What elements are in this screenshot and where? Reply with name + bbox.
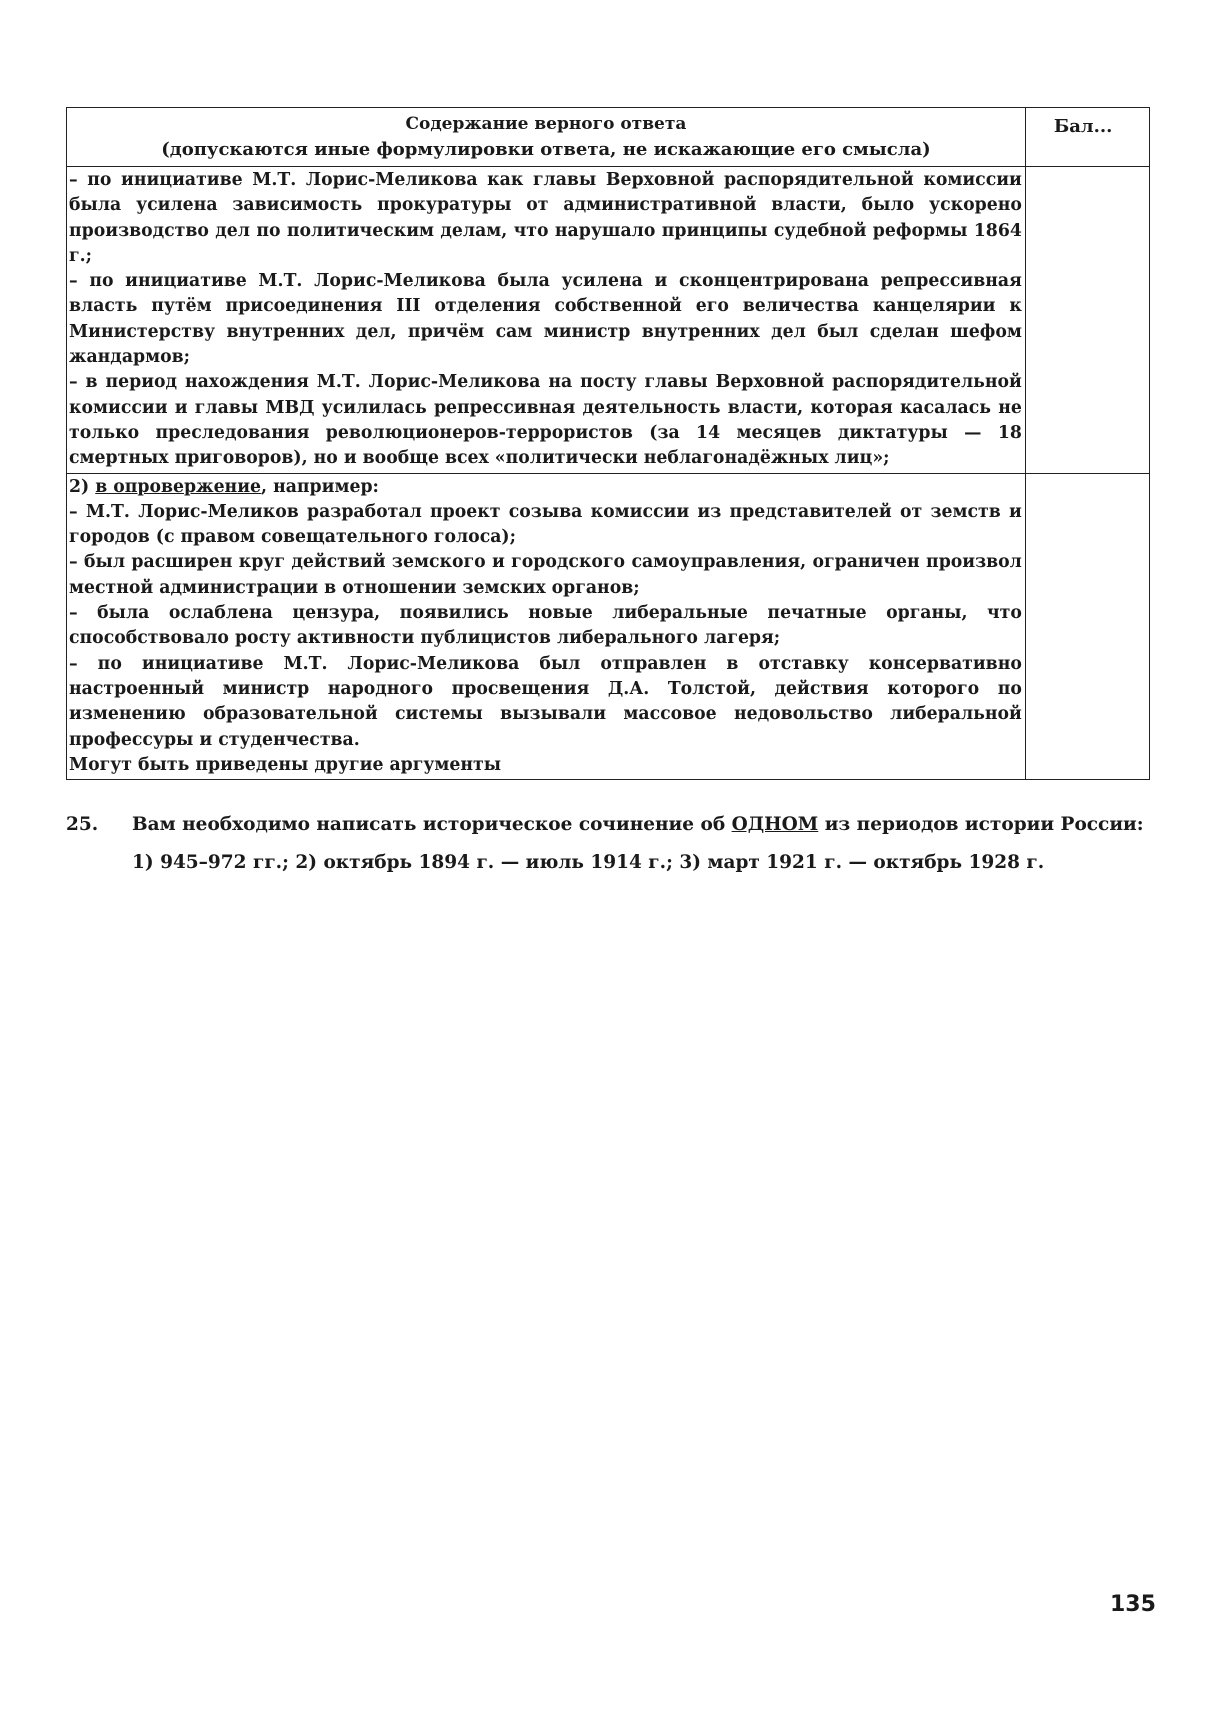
block2-intro [69,475,1022,500]
list-item: – по инициативе М.Т. Лорис-Меликова как главы Верховной распорядительной комиссии была усилена зависимость прокуратуры от административной власти, было ускорено производство дел по политическим делам, что нарушало принципы судебной реформы 1864 г.; [69,170,1022,266]
block2-intro-prefix: 2) [69,476,96,497]
list-item: – в период нахождения М.Т. Лорис-Меликова на посту главы Верховной распорядительной комиссии и главы МВД усилилась репрессивная деятельность власти, которая касалась не только преследования революционеров-террористов (за 14 месяцев диктатуры — 18 смертных приговоров), но и вообще всех «политически неблагонадёжных лиц»; [69,372,1022,469]
content-header-cell [67,108,1026,167]
list-item: – по инициативе М.Т. Лорис-Меликова была усилена и сконцентрирована репрессивная власть путём присоединения III отделения собственной его величества канцелярии к Министерству внутренних дел, причём сам министр внутренних дел был сделан шефом жандармов; [69,271,1022,368]
block2-intro-suffix: , например: [261,476,379,497]
task-instruction [132,806,1144,844]
block2-closing: Могут быть приведены другие аргументы [69,754,502,775]
table-row [67,473,1150,780]
task-instruction-suffix: из периодов истории России: [818,814,1144,835]
task-number: 25. [66,814,99,835]
score-cell-block1 [1025,167,1149,474]
content-header-title: Содержание верного ответа [405,114,687,134]
task-instruction-prefix: Вам необходимо написать историческое сочинение об [132,814,732,835]
list-item: – была ослаблена цензура, появились новые либеральные печатные органы, что способствовало росту активности публицистов либерального лагеря; [69,603,1022,649]
block2-intro-underlined: в опровержение [95,476,262,497]
content-cell-block1 [67,167,1026,474]
answer-criteria-table [66,107,1150,780]
list-item: – был расширен круг действий земского и городского самоуправления, ограничен произвол местной администрации в отношении земских органов; [69,552,1022,598]
content-cell-block2 [67,473,1026,780]
list-item: – по инициативе М.Т. Лорис-Меликова был отправлен в отставку консервативно настроенный министр народного просвещения Д.А. Толстой, действия которого по изменению образовательной системы вызывали массовое недовольство либеральной профессуры и студенчества. [69,653,1022,750]
table-header-row [67,108,1150,167]
table-row [67,167,1150,474]
score-cell-block2 [1025,473,1149,780]
score-header-cell: Бал... [1025,108,1149,167]
content-header-subtitle: (допускаются иные формулировки ответа, не искажающие его смысла) [161,139,931,160]
list-item: – М.Т. Лорис-Меликов разработал проект созыва комиссии из представителей от земств и городов (с правом совещательного голоса); [69,501,1022,548]
task-periods: 1) 945–972 гг.; 2) октябрь 1894 г. — июль 1914 г.; 3) март 1921 г. — октябрь 1928 г. [132,852,1045,873]
task-instruction-underlined: ОДНОМ [731,814,819,835]
page-number: 135 [1110,1592,1156,1617]
